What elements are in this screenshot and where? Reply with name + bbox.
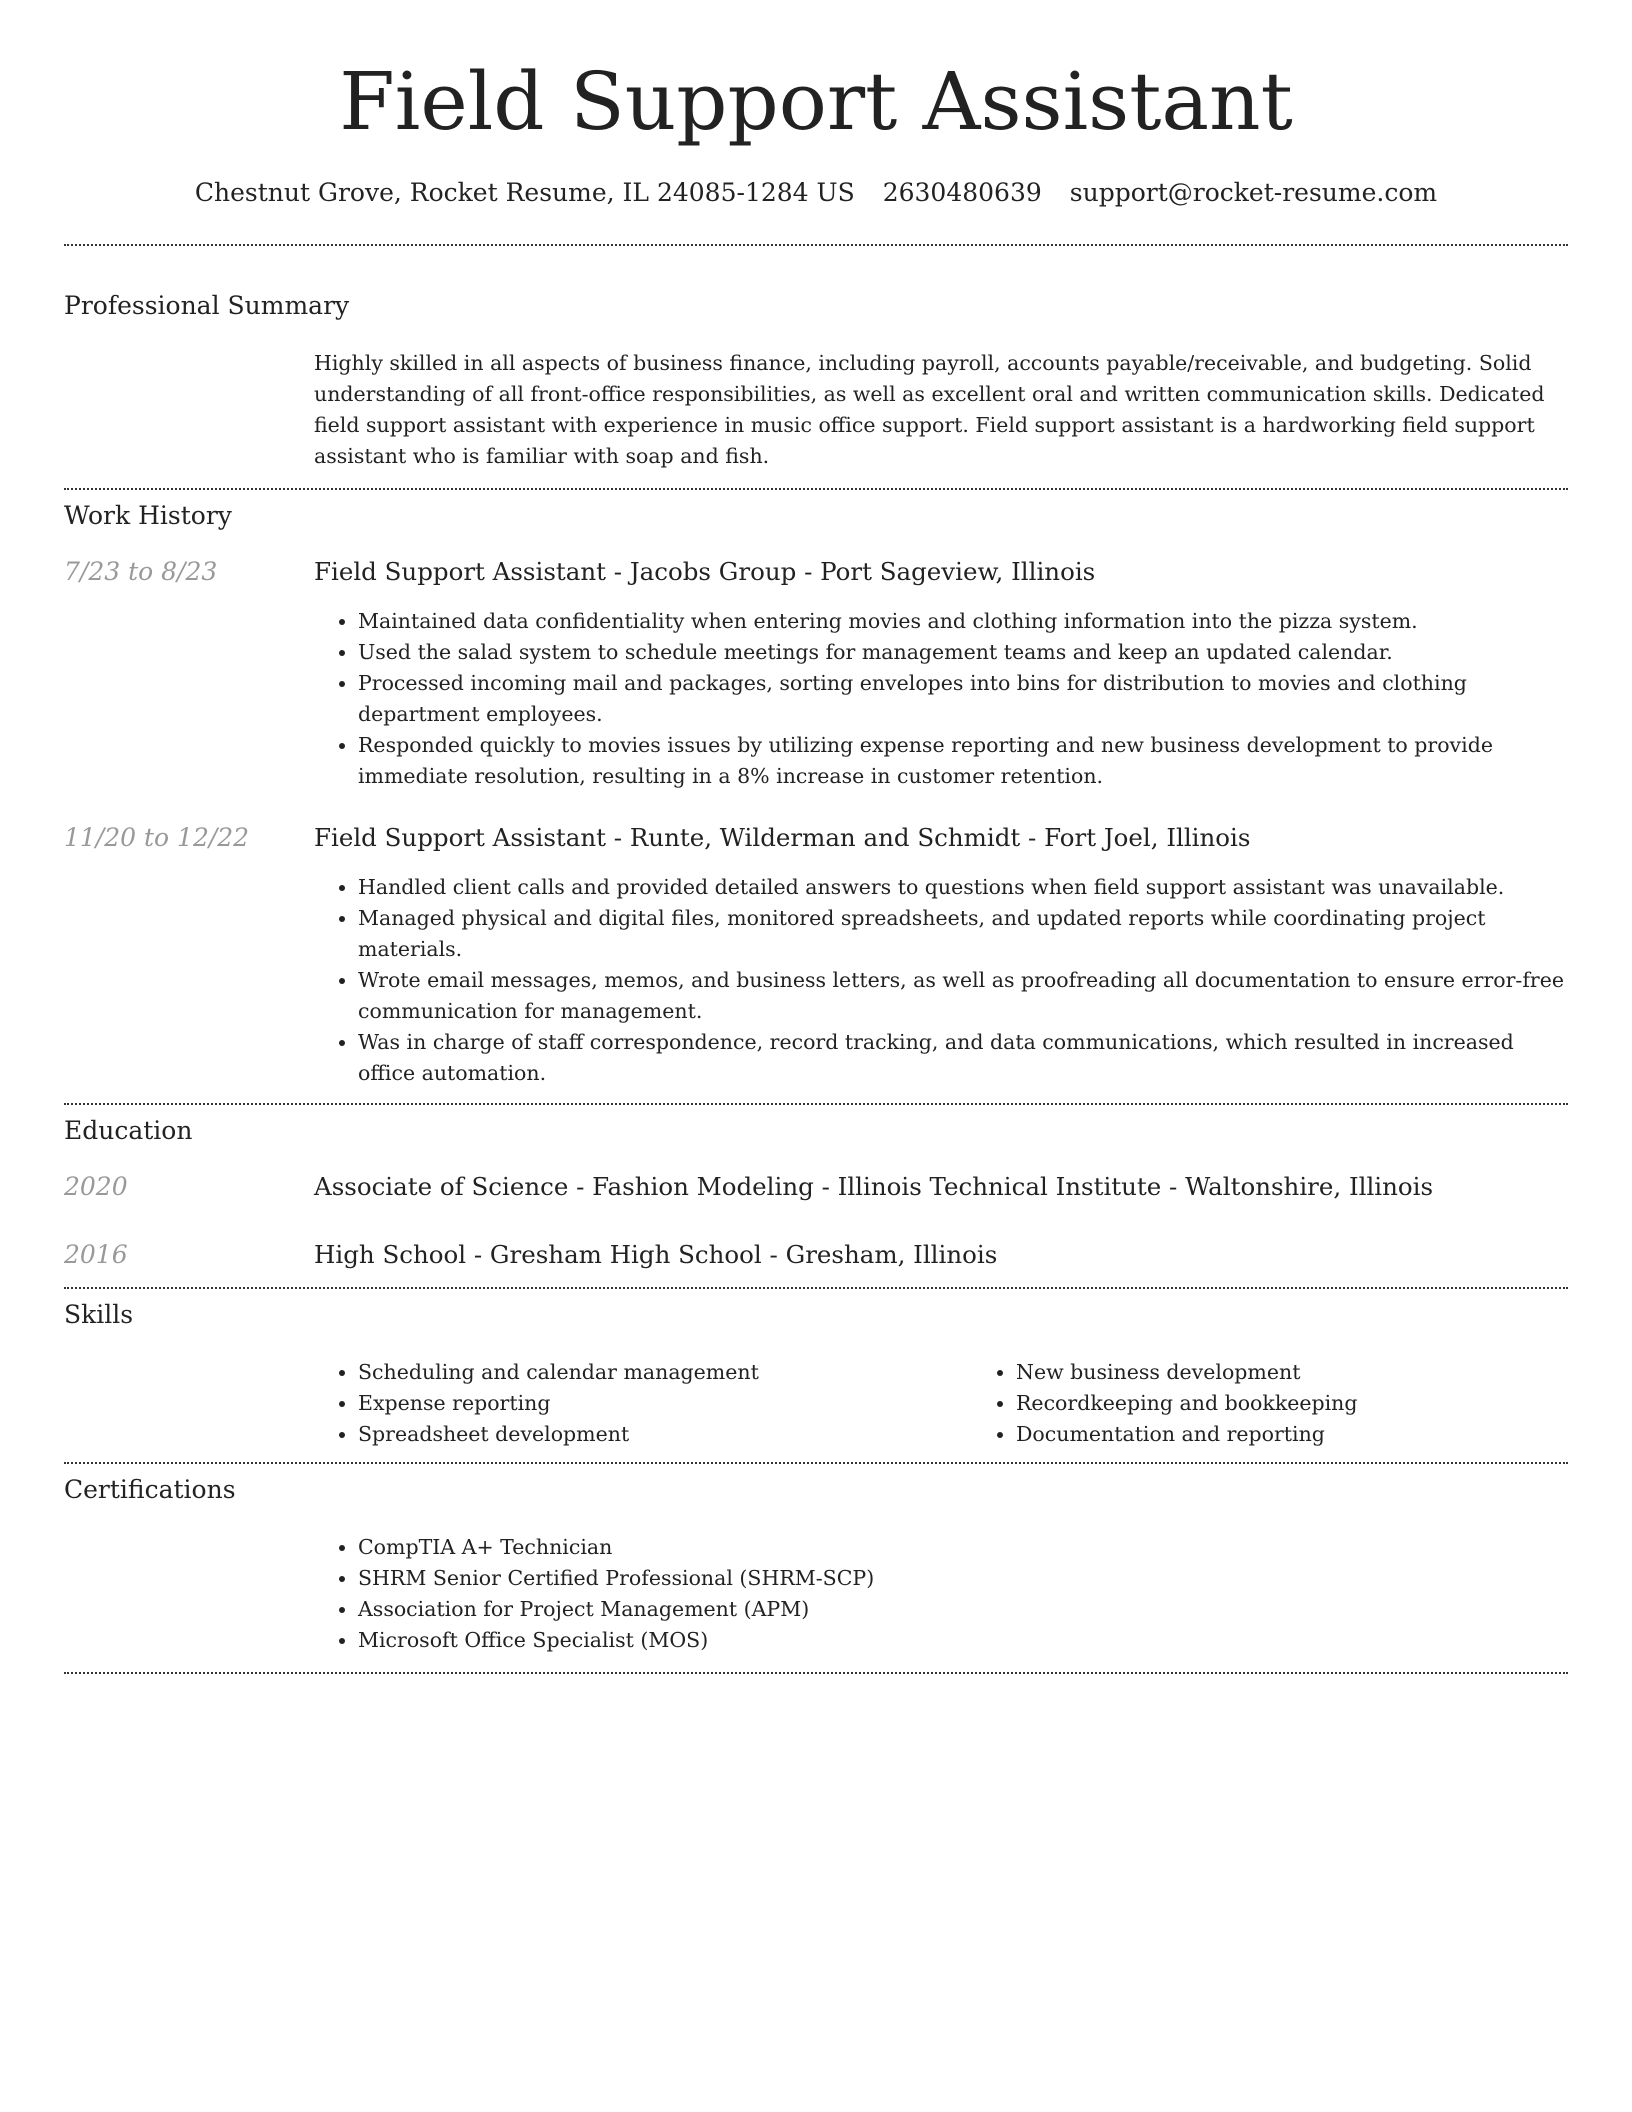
section-heading-certifications: Certifications [64,1475,236,1504]
education-degree: Associate of Science - Fashion Modeling [314,1172,814,1201]
education-title [314,1171,1568,1203]
contact-line [64,176,1568,210]
list-item: • CompTIA A+ Technician [358,1532,1568,1563]
job-role: Field Support Assistant [314,557,606,586]
contact-email: support@rocket-resume.com [1069,178,1438,207]
certifications-section [64,1464,1568,1672]
list-item: • Documentation and reporting [1016,1419,1630,1450]
skills-list-left [314,1357,972,1450]
education-entry [64,1171,1568,1203]
list-item: • Was in charge of staff correspondence, record tracking, and data communications, which resulted in increased office automation. [358,1027,1568,1089]
list-item: • Wrote email messages, memos, and business letters, as well as proofreading all documentation to ensure error-free communication for management. [358,965,1568,1027]
education-details: - Gresham High School - Gresham, Illinois [466,1240,998,1269]
list-item: • SHRM Senior Certified Professional (SHRM-SCP) [358,1563,1568,1594]
list-item: • Managed physical and digital files, monitored spreadsheets, and updated reports while coordinating project materials. [358,903,1568,965]
section-heading-education: Education [64,1116,193,1145]
list-item: • Scheduling and calendar management [358,1357,972,1388]
job-details: - Jacobs Group - Port Sageview, Illinois [606,557,1096,586]
job-bullets [314,872,1568,1089]
contact-phone: 2630480639 [882,178,1042,207]
list-item: • Handled client calls and provided detailed answers to questions when field support assistant was unavailable. [358,872,1568,903]
list-item: • Responded quickly to movies issues by utilizing expense reporting and new business development to provide immediate resolution, resulting in a 8% increase in customer retention. [358,730,1568,792]
education-year: 2020 [64,1172,128,1201]
work-history-section [64,490,1568,1103]
job-title [314,822,1568,854]
list-item: • Maintained data confidentiality when entering movies and clothing information into the pizza system. [358,606,1568,637]
education-title [314,1239,1568,1271]
list-item: • Used the salad system to schedule meetings for management teams and keep an updated calendar. [358,637,1568,668]
contact-address: Chestnut Grove, Rocket Resume, IL 24085-1284 US [194,178,855,207]
list-item: • Association for Project Management (APM) [358,1594,1568,1625]
list-item: • Recordkeeping and bookkeeping [1016,1388,1630,1419]
list-item: • Expense reporting [358,1388,972,1419]
job-dates: 11/20 to 12/22 [64,823,250,852]
section-heading-work: Work History [64,501,232,530]
list-item: • Processed incoming mail and packages, sorting envelopes into bins for distribution to movies and clothing department employees. [358,668,1568,730]
summary-section [64,246,1568,488]
skills-list-right [972,1357,1630,1450]
list-item: • Microsoft Office Specialist (MOS) [358,1625,1568,1656]
skills-section [64,1289,1568,1462]
education-entry [64,1239,1568,1271]
job-dates: 7/23 to 8/23 [64,557,218,586]
job-entry [64,822,1568,1089]
certifications-list [314,1532,1568,1656]
list-item: • Spreadsheet development [358,1419,972,1450]
divider [64,1672,1568,1674]
section-heading-summary: Professional Summary [64,291,350,320]
list-item: • New business development [1016,1357,1630,1388]
section-heading-skills: Skills [64,1300,134,1329]
job-role: Field Support Assistant [314,823,606,852]
job-details: - Runte, Wilderman and Schmidt - Fort Joel, Illinois [606,823,1251,852]
job-bullets [314,606,1568,792]
job-entry [64,556,1568,792]
education-section [64,1105,1568,1287]
education-degree: High School [314,1240,467,1269]
candidate-name: Field Support Assistant [339,55,1293,148]
summary-text: Highly skilled in all aspects of business finance, including payroll, accounts payable/receivable, and budgeting. Solid understanding of all front-office responsibilities, as well as excellent oral and written communication skills. Dedicated field support assistant with experience in music office support. Field support assistant is a hardworking field support assistant who is familiar with soap and fish. [314,351,1545,468]
education-details: - Illinois Technical Institute - Waltonshire, Illinois [813,1172,1434,1201]
education-year: 2016 [64,1240,128,1269]
job-title [314,556,1568,588]
